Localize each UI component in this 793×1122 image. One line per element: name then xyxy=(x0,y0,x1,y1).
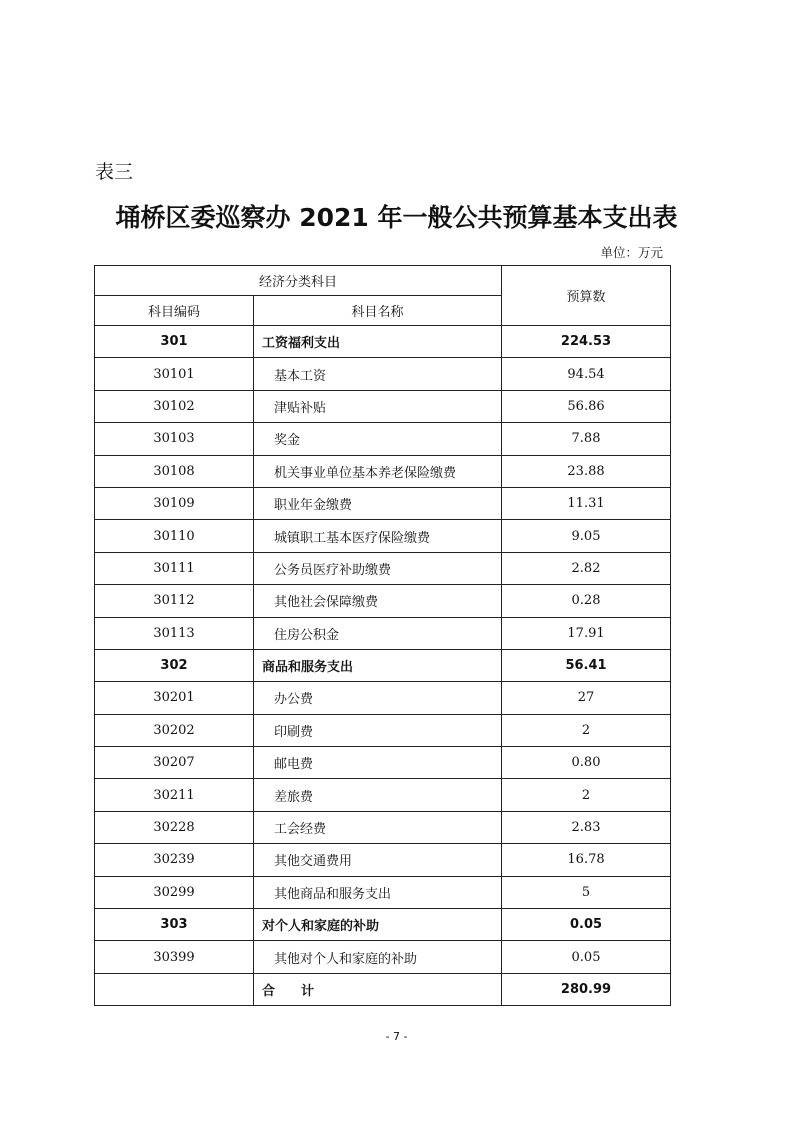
subject-code-cell: 30110 xyxy=(95,520,254,552)
subject-code-cell: 30211 xyxy=(95,779,254,811)
budget-amount-cell: 23.88 xyxy=(502,455,671,487)
budget-amount-cell: 5 xyxy=(502,876,671,908)
subject-name-cell: 职业年金缴费 xyxy=(254,487,502,519)
subject-code-cell: 30103 xyxy=(95,423,254,455)
subject-code-cell: 30102 xyxy=(95,390,254,422)
table-row xyxy=(95,844,671,876)
header-economic-category: 经济分类科目 xyxy=(95,266,502,296)
header-subject-name: 科目名称 xyxy=(254,296,502,326)
table-row xyxy=(95,487,671,519)
subject-code-cell: 30112 xyxy=(95,585,254,617)
subject-code-cell: 30111 xyxy=(95,552,254,584)
table-row xyxy=(95,747,671,779)
subject-code-cell: 301 xyxy=(95,326,254,358)
subject-name-cell: 邮电费 xyxy=(254,747,502,779)
subject-name-cell: 工会经费 xyxy=(254,811,502,843)
subject-code-cell: 30239 xyxy=(95,844,254,876)
table-label: 表三 xyxy=(95,161,134,183)
subject-code-cell: 30299 xyxy=(95,876,254,908)
table-row xyxy=(95,358,671,390)
table-row xyxy=(95,682,671,714)
budget-amount-cell: 56.41 xyxy=(502,649,671,681)
budget-amount-cell: 9.05 xyxy=(502,520,671,552)
subject-name-cell: 其他对个人和家庭的补助 xyxy=(254,941,502,973)
subject-name-cell: 基本工资 xyxy=(254,358,502,390)
budget-amount-cell: 2 xyxy=(502,779,671,811)
subject-name-cell: 商品和服务支出 xyxy=(254,649,502,681)
table-row xyxy=(95,714,671,746)
subject-name-cell: 合 计 xyxy=(254,973,502,1005)
table-row xyxy=(95,520,671,552)
subject-name-cell: 住房公积金 xyxy=(254,617,502,649)
budget-amount-cell: 94.54 xyxy=(502,358,671,390)
subject-code-cell: 30109 xyxy=(95,487,254,519)
budget-amount-cell: 224.53 xyxy=(502,326,671,358)
budget-amount-cell: 7.88 xyxy=(502,423,671,455)
subject-name-cell: 城镇职工基本医疗保险缴费 xyxy=(254,520,502,552)
table-row xyxy=(95,552,671,584)
total-row xyxy=(95,973,671,1005)
budget-amount-cell: 280.99 xyxy=(502,973,671,1005)
subject-name-cell: 奖金 xyxy=(254,423,502,455)
table-row xyxy=(95,617,671,649)
subject-name-cell: 办公费 xyxy=(254,682,502,714)
subject-name-cell: 其他商品和服务支出 xyxy=(254,876,502,908)
subject-code-cell: 303 xyxy=(95,909,254,941)
unit-label: 单位：万元 xyxy=(600,245,663,260)
budget-amount-cell: 2 xyxy=(502,714,671,746)
subject-code-cell: 30201 xyxy=(95,682,254,714)
subject-code-cell: 30202 xyxy=(95,714,254,746)
subject-name-cell: 印刷费 xyxy=(254,714,502,746)
subject-code-cell: 30113 xyxy=(95,617,254,649)
subject-name-cell: 其他社会保障缴费 xyxy=(254,585,502,617)
budget-amount-cell: 16.78 xyxy=(502,844,671,876)
subject-code-cell: 30101 xyxy=(95,358,254,390)
budget-amount-cell: 56.86 xyxy=(502,390,671,422)
subject-code-cell: 30399 xyxy=(95,941,254,973)
table-row xyxy=(95,779,671,811)
subject-name-cell: 其他交通费用 xyxy=(254,844,502,876)
subject-code-cell: 30228 xyxy=(95,811,254,843)
subject-name-cell: 对个人和家庭的补助 xyxy=(254,909,502,941)
budget-amount-cell: 0.80 xyxy=(502,747,671,779)
header-subject-code: 科目编码 xyxy=(95,296,254,326)
subject-code-cell: 302 xyxy=(95,649,254,681)
subject-code-cell: 30108 xyxy=(95,455,254,487)
budget-amount-cell: 27 xyxy=(502,682,671,714)
category-row xyxy=(95,909,671,941)
budget-amount-cell: 0.05 xyxy=(502,909,671,941)
table-row xyxy=(95,876,671,908)
budget-table xyxy=(94,265,671,1006)
table-row xyxy=(95,390,671,422)
budget-amount-cell: 2.82 xyxy=(502,552,671,584)
budget-table-body xyxy=(95,266,671,1006)
subject-name-cell: 差旅费 xyxy=(254,779,502,811)
header-budget-amount: 预算数 xyxy=(502,266,671,326)
table-row xyxy=(95,585,671,617)
budget-amount-cell: 0.28 xyxy=(502,585,671,617)
budget-amount-cell: 11.31 xyxy=(502,487,671,519)
table-row xyxy=(95,423,671,455)
table-row xyxy=(95,941,671,973)
budget-amount-cell: 17.91 xyxy=(502,617,671,649)
budget-amount-cell: 0.05 xyxy=(502,941,671,973)
subject-code-cell: 30207 xyxy=(95,747,254,779)
header-row-1 xyxy=(95,266,671,296)
subject-name-cell: 津贴补贴 xyxy=(254,390,502,422)
subject-name-cell: 工资福利支出 xyxy=(254,326,502,358)
subject-name-cell: 公务员医疗补助缴费 xyxy=(254,552,502,584)
table-row xyxy=(95,811,671,843)
page-number: - 7 - xyxy=(385,1030,408,1043)
category-row xyxy=(95,326,671,358)
subject-name-cell: 机关事业单位基本养老保险缴费 xyxy=(254,455,502,487)
subject-code-cell xyxy=(95,973,254,1005)
document-title: 埇桥区委巡察办 2021 年一般公共预算基本支出表 xyxy=(115,203,678,232)
budget-amount-cell: 2.83 xyxy=(502,811,671,843)
category-row xyxy=(95,649,671,681)
table-row xyxy=(95,455,671,487)
